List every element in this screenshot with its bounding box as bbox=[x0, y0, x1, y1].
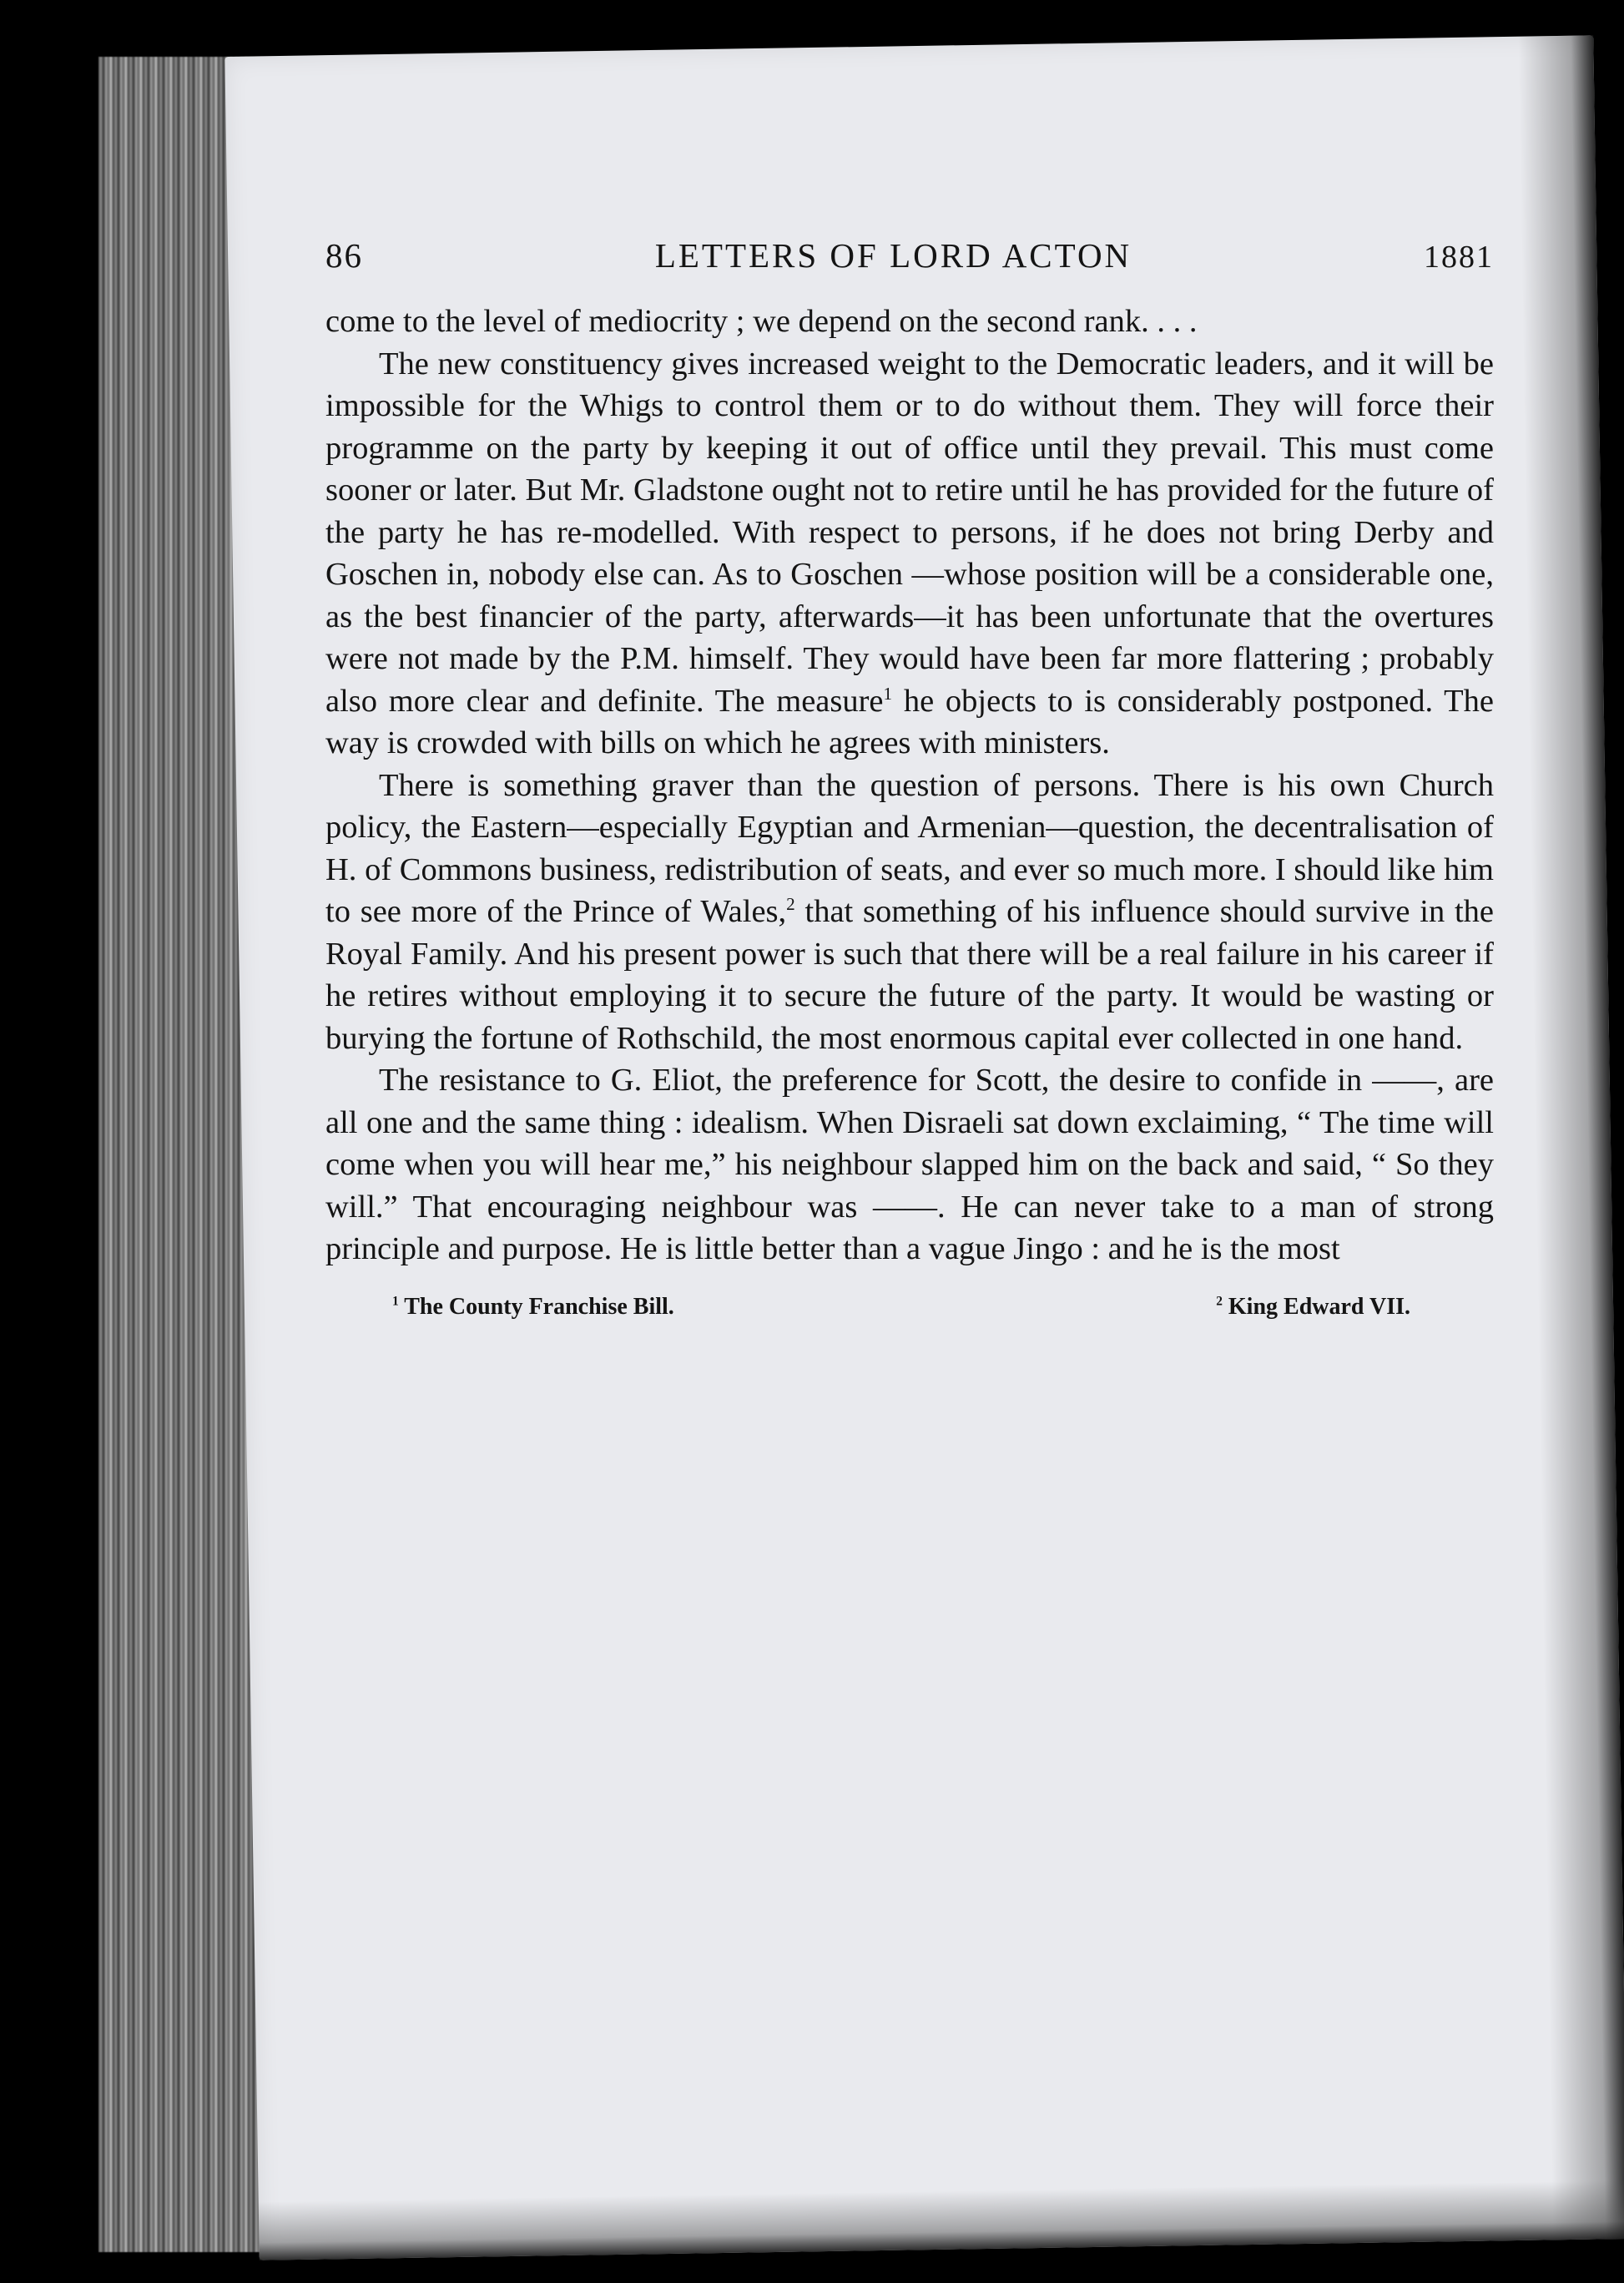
footnote-1-text: The County Franchise Bill. bbox=[404, 1293, 674, 1320]
paragraph-3-text-b: that something of his influence should survive in the Royal Family. And his present power is such that there will be a real failure in his career if he retires without employing it to secure the future of the party. It would be wasting or burying the fortune of Rothschild, the most enormous capital ever collected in one hand. bbox=[325, 894, 1494, 1056]
footnote-ref-2: 2 bbox=[786, 894, 795, 915]
running-title: LETTERS OF LORD ACTON bbox=[654, 236, 1132, 275]
paragraph-2-text-b: he objects to is considerably postponed. The way is crowded with bills on which he agrees with ministers. bbox=[325, 683, 1494, 760]
paragraph-2 bbox=[325, 343, 1494, 765]
paragraph-2-text-a: The new constituency gives increased weight to the Democratic leaders, and it will be impossible for the Whigs to control them or to do without them. They will force their programme on the party by keeping it out of office until they prevail. This must come sooner or later. But Mr. Gladstone ought not to retire until he has provided for the future of the party he has re-modelled. With respect to persons, if he does not bring Derby and Goschen in, nobody else can. As to Goschen —whose position will be a considerable one, as the best financier of the party, afterwards—it has been unfortunate that the overtures were not made by the P.M. himself. They would have been far more flattering ; probably also more clear and definite. The measure bbox=[325, 346, 1494, 719]
footnote-ref-1: 1 bbox=[883, 683, 893, 704]
footnote-2-text: King Edward VII. bbox=[1228, 1293, 1410, 1320]
footnote-2 bbox=[1216, 1294, 1410, 1321]
paragraph-1: come to the level of mediocrity ; we depend on the second rank. . . . bbox=[325, 304, 1198, 339]
paragraph-3-text-a: There is something graver than the question of persons. There is his own Church policy, the Eastern—especially Egyptian and Armenian—question, the decentralisation of H. of Commons business, redistribution of seats, and ever so much more. I should like him to see more of the Prince of Wales, bbox=[325, 767, 1494, 929]
footnotes bbox=[325, 1294, 1494, 1321]
page-content bbox=[325, 235, 1494, 1321]
paragraph-3 bbox=[325, 765, 1494, 1060]
running-year: 1881 bbox=[1423, 240, 1494, 275]
page-shadow-right bbox=[1518, 35, 1624, 2240]
page-shadow-bottom bbox=[259, 2180, 1624, 2260]
footnote-2-mark: 2 bbox=[1216, 1294, 1223, 1309]
body-text bbox=[325, 301, 1494, 1270]
footnote-1 bbox=[392, 1294, 674, 1321]
running-head bbox=[325, 235, 1494, 275]
page-number: 86 bbox=[325, 236, 363, 275]
footnote-1-mark: 1 bbox=[392, 1294, 399, 1309]
paragraph-4: The resistance to G. Eliot, the preference for Scott, the desire to confide in ——, are all one and the same thing : idealism. When Disraeli sat down exclaiming, “ The time will come when you will hear me,” his neighbour slapped him on the back and said, “ So they will.” That encouraging neighbour was ——. He can never take to a man of strong principle and purpose. He is little better than a vague Jingo : and he is the most bbox=[325, 1063, 1494, 1266]
